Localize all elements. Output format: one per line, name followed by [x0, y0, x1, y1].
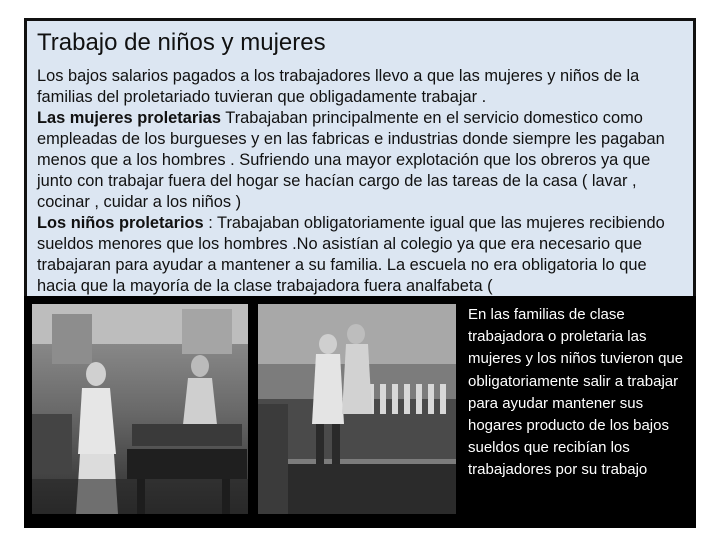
- main-text-box: [24, 18, 696, 303]
- children-text: : Trabajaban obligatoriamente igual que las mujeres recibiendo sueldos menores que los hombres .No asistían al colegio ya que era necesario que trabajaran para ayudar a mantener a su familia. La escuela no era obligatoria lo que hacia que la mayoría de la clase trabajadora fuera analfabeta (: [37, 214, 665, 295]
- children-heading: Los niños proletarios: [37, 214, 204, 232]
- women-paragraph: [37, 108, 683, 213]
- factory-women-photo: [32, 304, 248, 514]
- children-paragraph: [37, 213, 683, 297]
- women-heading: Las mujeres proletarias: [37, 109, 222, 127]
- photo-caption: En las familias de clase trabajadora o proletaria las mujeres y los niños tuvieron que obligatoriamente salir a trabajar para ayudar mantener sus hogares producto de los bajos sueldos que recibían los trabajadores por su trabajo: [462, 300, 696, 528]
- intro-paragraph: Los bajos salarios pagados a los trabajadores llevo a que las mujeres y niños de la familias del proletariado tuvieran que obligadamente trabajar .: [37, 67, 640, 106]
- factory-children-photo: [258, 304, 456, 514]
- women-text: Trabajaban principalmente en el servicio domestico como empleadas de los burgueses y en las fabricas e industrias donde siempre les pagaban menos que a los hombres . Sufriendo una mayor explotación que los obreros ya que junto con trabajar fuera del hogar se hacían cargo de las tareas de la casa ( lavar , cocinar , cuidar a los niños ): [37, 109, 665, 211]
- slide-title: Trabajo de niños y mujeres: [37, 29, 326, 56]
